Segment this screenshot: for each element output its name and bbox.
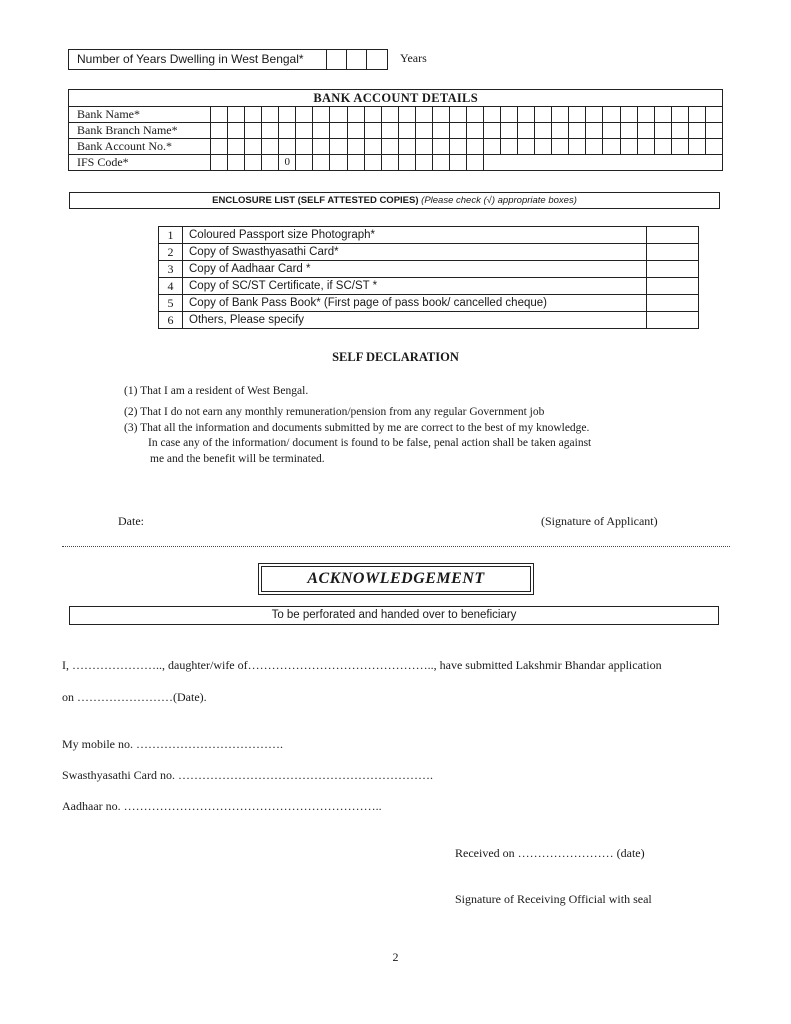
character-box[interactable] <box>688 123 705 139</box>
character-box[interactable] <box>228 155 245 171</box>
enclosure-item-number: 6 <box>159 312 183 329</box>
ifs-code-row <box>69 155 723 171</box>
character-box[interactable] <box>381 107 398 123</box>
character-box[interactable] <box>688 139 705 155</box>
character-box[interactable] <box>364 107 381 123</box>
enclosure-item-text: Others, Please specify <box>183 312 647 329</box>
character-box[interactable] <box>381 155 398 171</box>
years-dwelling-row <box>68 49 388 70</box>
received-on-line: Received on …………………… (date) <box>455 846 645 860</box>
bank-account-title: BANK ACCOUNT DETAILS <box>69 90 723 107</box>
perforation-line <box>62 546 730 547</box>
ack-aadhaar-line: Aadhaar no. ……………………………………………………….. <box>62 799 382 813</box>
character-box[interactable] <box>330 139 347 155</box>
character-box[interactable] <box>432 107 449 123</box>
character-box[interactable] <box>279 107 296 123</box>
character-box[interactable] <box>330 123 347 139</box>
enclosure-checkbox[interactable] <box>647 295 699 312</box>
years-dwelling-label: Number of Years Dwelling in West Bengal* <box>69 50 327 69</box>
character-box[interactable] <box>245 107 262 123</box>
character-box[interactable] <box>449 123 466 139</box>
ifs-fixed-digit-box[interactable]: 0 <box>279 155 296 171</box>
years-digit-box[interactable] <box>327 50 347 69</box>
enclosure-item <box>159 227 699 244</box>
bank-account-no-label: Bank Account No.* <box>69 139 211 155</box>
character-box[interactable] <box>552 139 569 155</box>
character-box[interactable] <box>518 107 535 123</box>
character-box[interactable] <box>620 107 637 123</box>
enclosure-note: (Please check (√) appropriate boxes) <box>421 195 577 206</box>
character-box[interactable] <box>313 107 330 123</box>
character-box[interactable] <box>415 139 432 155</box>
acknowledgement-title: ACKNOWLEDGEMENT <box>261 566 531 592</box>
character-box[interactable] <box>313 123 330 139</box>
enclosure-list-header <box>69 192 720 209</box>
character-box[interactable] <box>637 139 654 155</box>
page-number: 2 <box>392 950 399 964</box>
enclosure-item <box>159 295 699 312</box>
declaration-item-3-end: me and the benefit will be terminated. <box>150 453 325 465</box>
character-box[interactable] <box>432 139 449 155</box>
ifs-blank-area <box>484 155 723 171</box>
character-box[interactable] <box>262 139 279 155</box>
character-box[interactable] <box>518 139 535 155</box>
character-box[interactable] <box>535 107 552 123</box>
declaration-item-3-cont: In case any of the information/ document is found to be false, penal action shall be taken against <box>148 437 592 449</box>
ack-mobile-line: My mobile no. ………………………………. <box>62 737 283 751</box>
enclosure-item-number: 3 <box>159 261 183 278</box>
character-box[interactable] <box>688 107 705 123</box>
official-signature-label: Signature of Receiving Official with seal <box>455 892 652 906</box>
character-box[interactable] <box>569 107 586 123</box>
enclosure-checkbox[interactable] <box>647 261 699 278</box>
character-box[interactable] <box>484 107 501 123</box>
bank-name-label: Bank Name* <box>69 107 211 123</box>
character-box[interactable] <box>586 107 603 123</box>
character-box[interactable] <box>654 139 671 155</box>
character-box[interactable] <box>620 123 637 139</box>
character-box[interactable] <box>535 123 552 139</box>
declaration-item-3: (3) That all the information and documents submitted by me are correct to the best of my knowledge. <box>124 422 590 434</box>
character-box[interactable] <box>671 123 688 139</box>
character-box[interactable] <box>296 123 313 139</box>
character-box[interactable] <box>569 123 586 139</box>
character-box[interactable] <box>586 139 603 155</box>
character-box[interactable] <box>705 107 723 123</box>
declaration-item-1: (1) That I am a resident of West Bengal. <box>124 385 309 397</box>
character-box[interactable] <box>245 139 262 155</box>
character-box[interactable] <box>211 155 228 171</box>
character-box[interactable] <box>262 107 279 123</box>
character-box[interactable] <box>501 139 518 155</box>
character-box[interactable] <box>330 155 347 171</box>
bank-branch-row <box>69 123 723 139</box>
enclosure-item-number: 5 <box>159 295 183 312</box>
character-box[interactable] <box>705 123 723 139</box>
character-box[interactable] <box>671 139 688 155</box>
enclosure-item-text: Copy of Swasthyasathi Card* <box>183 244 647 261</box>
character-box[interactable] <box>347 155 364 171</box>
enclosure-checkbox[interactable] <box>647 227 699 244</box>
character-box[interactable] <box>211 139 228 155</box>
character-box[interactable] <box>501 107 518 123</box>
character-box[interactable] <box>330 107 347 123</box>
acknowledgement-subtitle: To be perforated and handed over to beneficiary <box>69 606 719 625</box>
character-box[interactable] <box>245 123 262 139</box>
character-box[interactable] <box>535 139 552 155</box>
enclosure-item <box>159 244 699 261</box>
character-box[interactable] <box>313 139 330 155</box>
character-box[interactable] <box>398 123 415 139</box>
character-box[interactable] <box>262 123 279 139</box>
character-box[interactable] <box>501 123 518 139</box>
character-box[interactable] <box>347 107 364 123</box>
enclosure-checkbox[interactable] <box>647 312 699 329</box>
character-box[interactable] <box>449 107 466 123</box>
character-box[interactable] <box>347 123 364 139</box>
character-box[interactable] <box>313 155 330 171</box>
character-box[interactable] <box>228 139 245 155</box>
character-box[interactable] <box>296 139 313 155</box>
years-unit-label: Years <box>400 51 427 65</box>
character-box[interactable] <box>552 123 569 139</box>
enclosure-list-table <box>158 226 699 329</box>
enclosure-item-text: Copy of SC/ST Certificate, if SC/ST * <box>183 278 647 295</box>
bank-name-row <box>69 107 723 123</box>
bank-account-no-row <box>69 139 723 155</box>
character-box[interactable] <box>415 107 432 123</box>
enclosure-item <box>159 261 699 278</box>
character-box[interactable] <box>620 139 637 155</box>
character-box[interactable] <box>586 123 603 139</box>
applicant-signature-label: (Signature of Applicant) <box>541 514 658 528</box>
character-box[interactable] <box>449 139 466 155</box>
enclosure-title: ENCLOSURE LIST (SELF ATTESTED COPIES) <box>212 195 419 206</box>
enclosure-item-text: Coloured Passport size Photograph* <box>183 227 647 244</box>
declaration-item-2: (2) That I do not earn any monthly remuneration/pension from any regular Government job <box>124 406 545 418</box>
character-box[interactable] <box>466 139 483 155</box>
ifs-code-label: IFS Code* <box>69 155 211 171</box>
years-digit-box[interactable] <box>367 50 387 69</box>
character-box[interactable] <box>654 107 671 123</box>
enclosure-item-number: 1 <box>159 227 183 244</box>
character-box[interactable] <box>398 155 415 171</box>
character-box[interactable] <box>654 123 671 139</box>
character-box[interactable] <box>705 139 723 155</box>
character-box[interactable] <box>381 123 398 139</box>
character-box[interactable] <box>466 107 483 123</box>
enclosure-checkbox[interactable] <box>647 278 699 295</box>
character-box[interactable] <box>347 139 364 155</box>
character-box[interactable] <box>466 123 483 139</box>
character-box[interactable] <box>484 139 501 155</box>
character-box[interactable] <box>228 107 245 123</box>
character-box[interactable] <box>398 139 415 155</box>
character-box[interactable] <box>296 155 313 171</box>
character-box[interactable] <box>211 107 228 123</box>
character-box[interactable] <box>364 123 381 139</box>
character-box[interactable] <box>637 107 654 123</box>
character-box[interactable] <box>279 139 296 155</box>
character-box[interactable] <box>518 123 535 139</box>
enclosure-checkbox[interactable] <box>647 244 699 261</box>
character-box[interactable] <box>569 139 586 155</box>
character-box[interactable] <box>228 123 245 139</box>
character-box[interactable] <box>671 107 688 123</box>
character-box[interactable] <box>279 123 296 139</box>
ack-declaration-line: I, ………………….., daughter/wife of……………………………………….., have submitted Lakshmir Bhandar application <box>62 658 662 672</box>
date-label: Date: <box>118 514 144 528</box>
character-box[interactable] <box>415 123 432 139</box>
character-box[interactable] <box>245 155 262 171</box>
character-box[interactable] <box>364 139 381 155</box>
enclosure-item-text: Copy of Aadhaar Card * <box>183 261 647 278</box>
ack-swasthyasathi-line: Swasthyasathi Card no. ………………………………………………………. <box>62 768 433 782</box>
character-box[interactable] <box>296 107 313 123</box>
character-box[interactable] <box>364 155 381 171</box>
ack-date-line: on ……………………(Date). <box>62 690 207 704</box>
character-box[interactable] <box>432 123 449 139</box>
enclosure-item <box>159 278 699 295</box>
enclosure-item-number: 4 <box>159 278 183 295</box>
years-digit-box[interactable] <box>347 50 367 69</box>
enclosure-item <box>159 312 699 329</box>
bank-branch-label: Bank Branch Name* <box>69 123 211 139</box>
character-box[interactable] <box>262 155 279 171</box>
character-box[interactable] <box>552 107 569 123</box>
character-box[interactable] <box>637 123 654 139</box>
self-declaration-title: SELF DECLARATION <box>332 350 459 364</box>
character-box[interactable] <box>603 139 620 155</box>
character-box[interactable] <box>415 155 432 171</box>
character-box[interactable] <box>466 155 483 171</box>
character-box[interactable] <box>449 155 466 171</box>
character-box[interactable] <box>211 123 228 139</box>
enclosure-item-number: 2 <box>159 244 183 261</box>
bank-account-table <box>68 89 723 171</box>
character-box[interactable] <box>381 139 398 155</box>
character-box[interactable] <box>603 123 620 139</box>
character-box[interactable] <box>484 123 501 139</box>
character-box[interactable] <box>432 155 449 171</box>
character-box[interactable] <box>603 107 620 123</box>
character-box[interactable] <box>398 107 415 123</box>
enclosure-item-text: Copy of Bank Pass Book* (First page of pass book/ cancelled cheque) <box>183 295 647 312</box>
